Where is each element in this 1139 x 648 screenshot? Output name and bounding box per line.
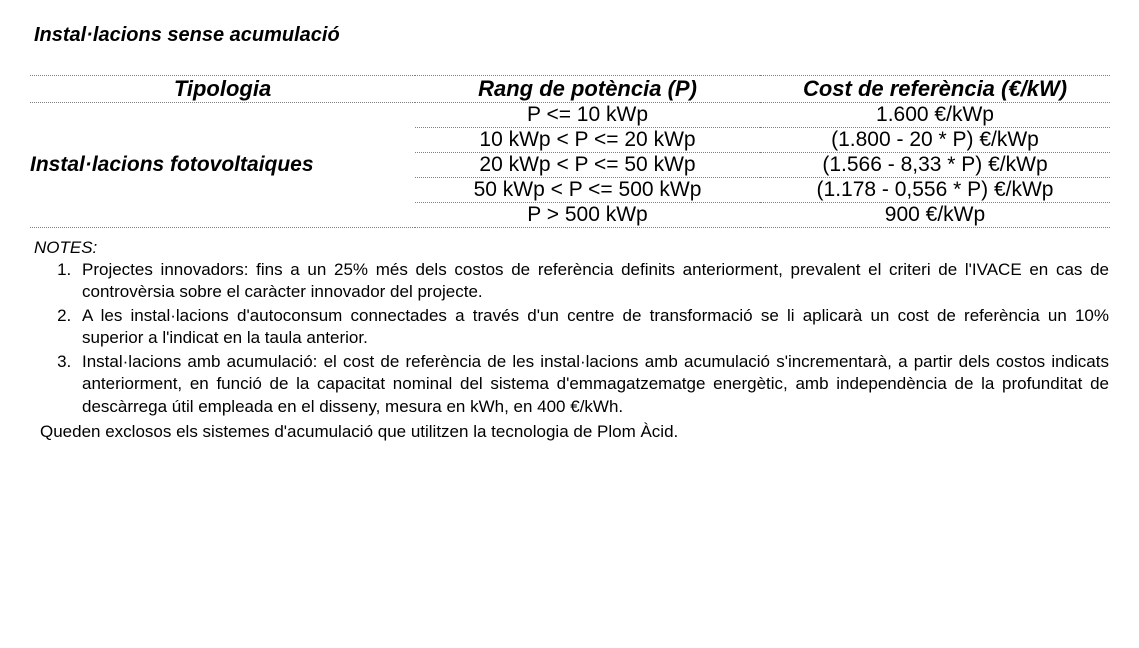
reference-cost-value: (1.178 - 0,556 * P) €/kWp (760, 178, 1110, 203)
reference-cost-table (30, 75, 1110, 228)
power-range-value: 20 kWp < P <= 50 kWp (415, 153, 760, 178)
power-range-value: 50 kWp < P <= 500 kWp (415, 178, 760, 203)
reference-cost-value: 900 €/kWp (760, 203, 1110, 228)
page-title: Instal·lacions sense acumulació (34, 24, 340, 46)
column-header-typology: Tipologia (30, 76, 415, 103)
power-range-value: P <= 10 kWp (415, 103, 760, 128)
typology-group-label: Instal·lacions fotovoltaiques (30, 103, 415, 228)
table-header-row (30, 76, 1110, 103)
table-row (30, 103, 1110, 128)
notes-section (34, 238, 1109, 443)
reference-cost-value: 1.600 €/kWp (760, 103, 1110, 128)
column-header-cost: Cost de referència (€/kW) (760, 76, 1110, 103)
list-item: 1. Projectes innovadors: fins a un 25% més dels costos de referència definits anteriorment, prevalent el criteri de l'IVACE en cas de controvèrsia sobre el caràcter innovador del projecte. (76, 259, 1109, 303)
reference-cost-value: (1.566 - 8,33 * P) €/kWp (760, 153, 1110, 178)
power-range-value: 10 kWp < P <= 20 kWp (415, 128, 760, 153)
notes-closing-statement: Queden exclosos els sistemes d'acumulació que utilitzen la tecnologia de Plom Àcid. (40, 421, 679, 441)
list-item: 3. Instal·lacions amb acumulació: el cost de referència de les instal·lacions amb acumulació s'incrementarà, a partir dels costos indicats anteriorment, en funció de la capacitat nominal del sistema d'emmagatzematge energètic, amb independència de la profunditat de descàrrega útil empleada en el disseny, mesura en kWh, en 400 €/kWh. (76, 351, 1109, 417)
column-header-range: Rang de potència (P) (415, 76, 760, 103)
notes-label: NOTES: (34, 238, 98, 257)
power-range-value: P > 500 kWp (415, 203, 760, 228)
list-item: 2. A les instal·lacions d'autoconsum connectades a través d'un centre de transformació se li aplicarà un cost de referència un 10% superior a l'indicat en la taula anterior. (76, 305, 1109, 349)
notes-list (34, 259, 1109, 418)
reference-cost-value: (1.800 - 20 * P) €/kWp (760, 128, 1110, 153)
